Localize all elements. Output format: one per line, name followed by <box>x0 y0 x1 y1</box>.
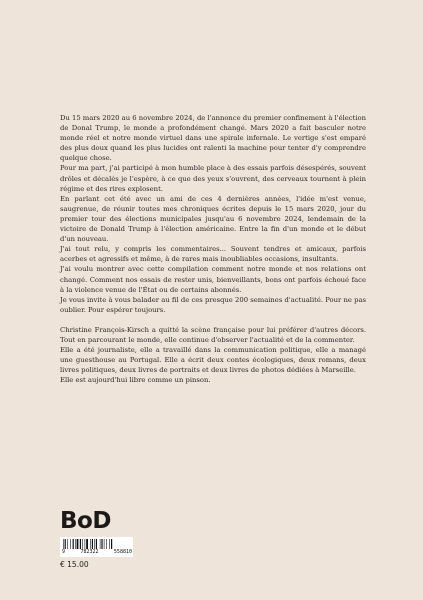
publisher-logo: BoD <box>60 508 111 534</box>
blurb-paragraph: Du 15 mars 2020 au 6 novembre 2024, de l'annonce du premier confinement à l'élection de Donal Trump, le monde a profondément changé. Mars 2020 a fait basculer notre monde réel et notre monde virtuel dans une spirale infernale. Le vertige s'est emparé des plus doux quand les plus lucides ont ralenti la machine pour tenter d'y comprendre quelque chose. <box>60 114 366 163</box>
author-bio-paragraph: Elle est aujourd'hui libre comme un pinson. <box>60 376 211 385</box>
blurb-paragraph: Pour ma part, j'ai participé à mon humble place à des essais parfois désespérés, souvent drôles et décalés je l'espère, à ce que des yeux s'ouvrent, des cerveaux tournent à plein régime et des rires explosent. <box>60 164 366 193</box>
author-bio-paragraph: Elle a été journaliste, elle a travaillé dans la communication politique, elle a managé une guesthouse au Portugal. Elle a écrit deux contes écologiques, deux romans, deux livres politiques, deux livres de portraits et deux livres de photos dédiées à Marseille. <box>60 346 366 375</box>
blurb-paragraph: Je vous invite à vous balader au fil de ces presque 200 semaines d'actualité. Pour ne pas oublier. Pour espérer toujours. <box>60 295 366 314</box>
blurb-paragraph: J'ai tout relu, y compris les commentaires... Souvent tendres et amicaux, parfois acerbes et agressifs et même, à de rares mais inoubliables occasions, insultants. <box>60 245 366 264</box>
isbn-digit-group: 558810 <box>113 549 132 555</box>
paragraph-gap <box>60 315 366 325</box>
blurb-paragraph: En parlant cet été avec un ami de ces 4 dernières années, l'idée m'est venue, saugrenue, de réunir toutes mes chroniques écrites depuis le 15 mars 2020, jour du premier tour des élections municipales jusqu'au 6 novembre 2024, lendemain de la victoire de Donald Trump à l'élection américaine. Entre la fin d'un monde et le début d'un nouveau. <box>60 194 366 244</box>
isbn-first-digit: 9 <box>62 549 66 555</box>
back-cover-text <box>60 113 366 385</box>
isbn-digit-group: 782322 <box>80 549 99 555</box>
blurb-paragraph: J'ai voulu montrer avec cette compilation comment notre monde et nos relations ont changé. Comment nos essais de rester unis, bienveillants, bons ont parfois échoué face à la violence venue de l'État ou de certains abonnés. <box>60 265 366 294</box>
isbn-digits <box>62 549 132 555</box>
author-bio-paragraph: Christine François-Kirsch a quitté la scène française pour lui préférer d'autres décors. Tout en parcourant le monde, elle continue d'observer l'actualité et de la commenter. <box>60 325 366 344</box>
price-label: € 15.00 <box>60 560 89 569</box>
